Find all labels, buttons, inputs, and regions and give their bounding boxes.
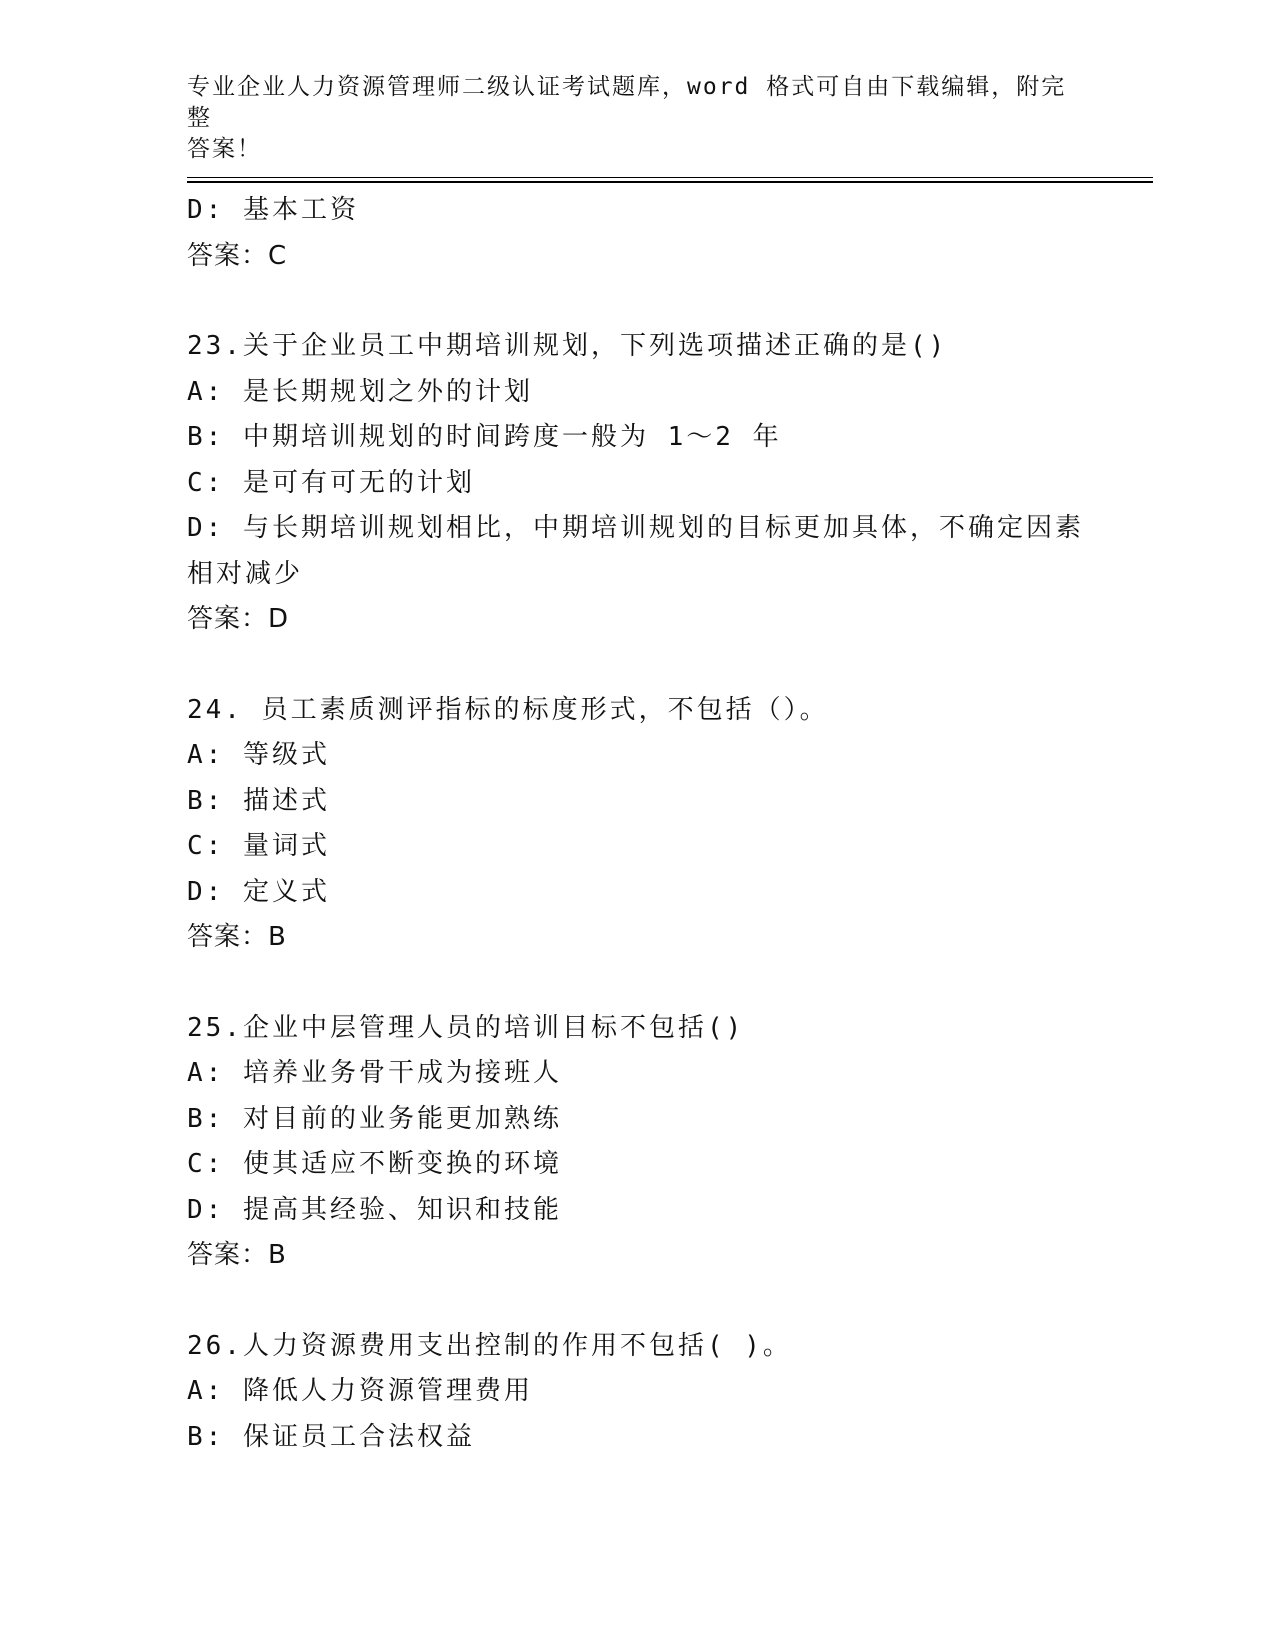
- option-d: D: 定义式: [187, 876, 330, 907]
- question-26: [187, 1324, 1087, 1461]
- option-b: B: 中期培训规划的时间跨度一般为 1～2 年: [187, 422, 782, 452]
- answer: 答案：B: [187, 922, 287, 952]
- spacer: [187, 643, 1087, 688]
- document-body: [187, 188, 1087, 1460]
- page-header: [187, 72, 1067, 165]
- option-c: C: 是可有可无的计划: [187, 467, 475, 498]
- spacer: [187, 279, 1087, 324]
- answer: 答案：B: [187, 1240, 287, 1270]
- header-line-1: 专业企业人力资源管理师二级认证考试题库，word 格式可自由下载编辑，附完整: [187, 74, 1067, 131]
- question-23: [187, 324, 1087, 643]
- question-title: 24. 员工素质测评指标的标度形式，不包括（）。: [187, 694, 829, 725]
- header-rule-thin: [187, 177, 1153, 178]
- option-c: C: 量词式: [187, 831, 330, 861]
- header-rule-thick: [187, 181, 1153, 183]
- question-title: 26.人力资源费用支出控制的作用不包括( )。: [187, 1330, 792, 1361]
- question-22-tail: [187, 188, 1087, 279]
- option-a: A: 是长期规划之外的计划: [187, 376, 533, 407]
- option-b: B: 对目前的业务能更加熟练: [187, 1103, 562, 1134]
- option-d: D: 提高其经验、知识和技能: [187, 1194, 562, 1225]
- answer: 答案：D: [187, 604, 290, 634]
- header-line-2: 答案！: [187, 136, 262, 162]
- option-d: D: 基本工资: [187, 195, 359, 225]
- option-b: B: 描述式: [187, 785, 330, 816]
- option-b: B: 保证员工合法权益: [187, 1421, 475, 1452]
- option-d-continued: 相对减少: [187, 558, 304, 589]
- answer: 答案：C: [187, 240, 288, 271]
- spacer: [187, 961, 1087, 1006]
- spacer: [187, 1279, 1087, 1324]
- option-a: A: 降低人力资源管理费用: [187, 1376, 533, 1406]
- option-d: D: 与长期培训规划相比，中期培训规划的目标更加具体，不确定因素: [187, 513, 1084, 543]
- option-c: C: 使其适应不断变换的环境: [187, 1149, 562, 1179]
- option-a: A: 等级式: [187, 740, 330, 770]
- question-title: 25.企业中层管理人员的培训目标不包括(): [187, 1012, 745, 1043]
- option-a: A: 培养业务骨干成为接班人: [187, 1058, 562, 1088]
- question-24: [187, 688, 1087, 961]
- question-title: 23.关于企业员工中期培训规划，下列选项描述正确的是(): [187, 331, 948, 361]
- question-25: [187, 1006, 1087, 1279]
